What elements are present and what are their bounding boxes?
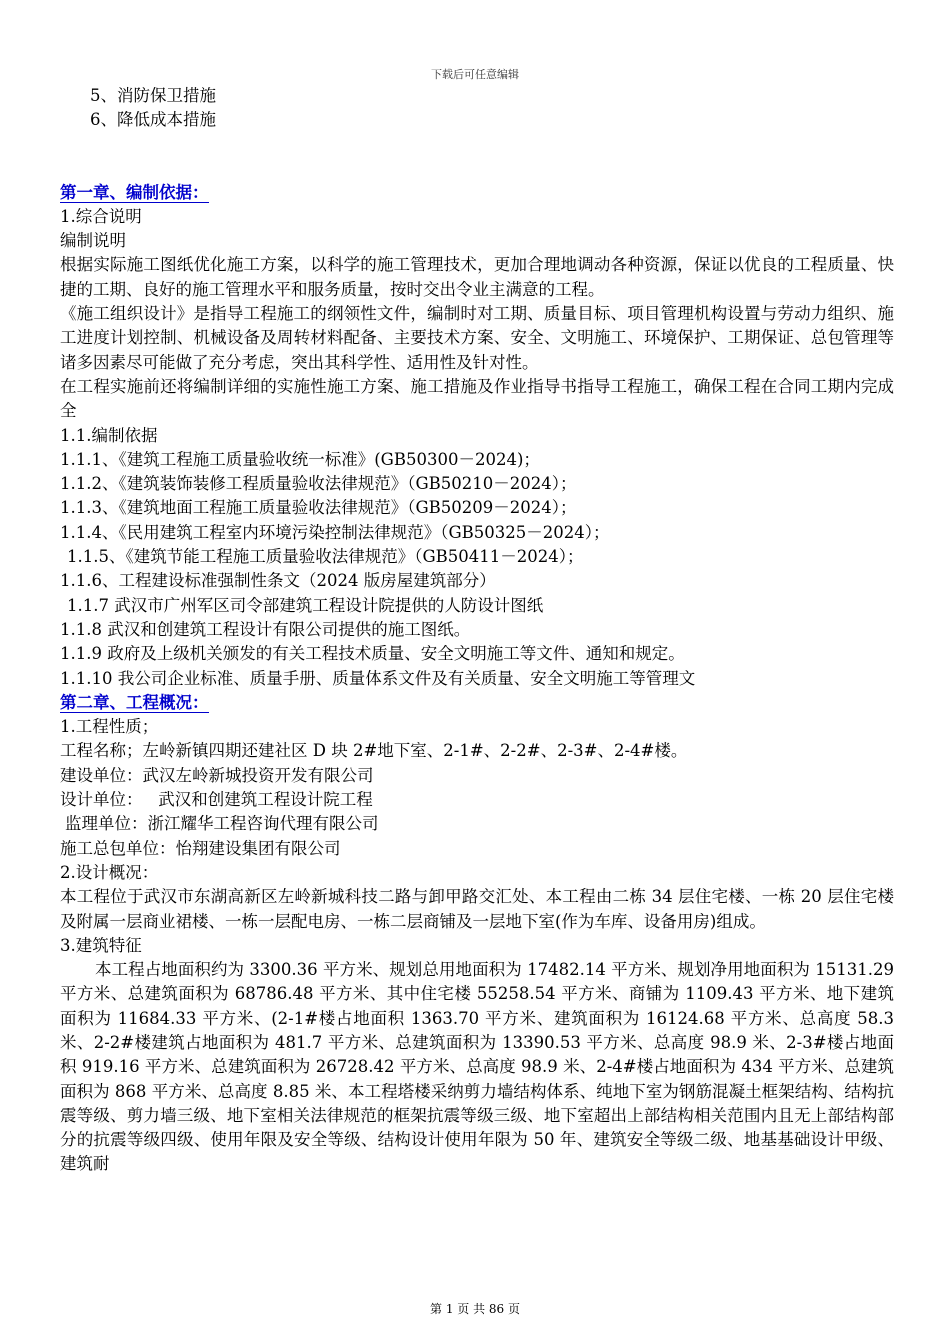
chapter-2-heading [60, 691, 894, 715]
list-item: 1.1.3、《建筑地面工程施工质量验收法律规范》（GB50209－2024）； [60, 498, 577, 518]
paragraph: 《施工组织设计》是指导工程施工的纲领性文件，编制时对工期、质量目标、项目管理机构设置与劳动力组织、施工进度计划控制、机械设备及周转材料配备、主要技术方案、安全、文明施工、环境保护、工期保证、总包管理等诸多因素尽可能做了充分考虑，突出其科学性、适用性及针对性。 [60, 304, 894, 372]
chapter-2-title: 第二章、工程概况： [60, 692, 209, 712]
section-heading: 2.设计概况： [60, 862, 159, 882]
page-header: 下载后可任意编辑 [431, 68, 519, 81]
section-heading: 1.1.编制依据 [60, 425, 158, 445]
section-subheading: 编制说明 [60, 231, 126, 251]
list-item: 1.1.6、工程建设标准强制性条文（2024 版房屋建筑部分） [60, 571, 496, 591]
paragraph: 根据实际施工图纸优化施工方案，以科学的施工管理技术，更加合理地调动各种资源，保证以优良的工程质量、快捷的工期、良好的施工管理水平和服务质量，按时交出令业主满意的工程。 [60, 255, 894, 299]
builder-unit: 建设单位：武汉左岭新城投资开发有限公司 [60, 765, 374, 785]
page-footer: 第 1 页 共 86 页 [430, 1302, 520, 1316]
page-content [60, 84, 894, 1177]
section-heading: 1.工程性质； [60, 717, 159, 737]
designer-unit: 设计单位： 武汉和创建筑工程设计院工程 [60, 790, 373, 810]
paragraph: 在工程实施前还将编制详细的实施性施工方案、施工措施及作业指导书指导工程施工，确保工程在合同工期内完成全 [60, 376, 894, 421]
list-item: 1.1.2、《建筑装饰装修工程质量验收法律规范》（GB50210－2024）； [60, 474, 577, 494]
list-item: 1.1.7 武汉市广州军区司令部建筑工程设计院提供的人防设计图纸 [67, 595, 544, 615]
chapter-1-title: 第一章、编制依据： [60, 182, 209, 202]
list-item: 1.1.10 我公司企业标准、质量手册、质量体系文件及有关质量、安全文明施工等管理文 [60, 668, 696, 688]
section-heading: 1.综合说明 [60, 206, 142, 226]
toc-item: 6、降低成本措施 [90, 110, 216, 130]
toc-item: 5、消防保卫措施 [90, 86, 216, 105]
spacer [60, 133, 894, 181]
paragraph: 本工程位于武汉市东湖高新区左岭新城科技二路与卸甲路交汇处、本工程由二栋 34 层住宅楼、一栋 20 层住宅楼及附属一层商业裙楼、一栋一层配电房、一栋二层商铺及一层地下室(作为车库、设备用房)组成。 [60, 887, 894, 931]
paragraph: 本工程占地面积约为 3300.36 平方米、规划总用地面积为 17482.14 平方米、规划净用地面积为 15131.29 平方米、总建筑面积为 68786.48 平方米、其中住宅楼 55258.54 平方米、商铺为 1109.43 平方米、地下建筑面积为 11684.33 平方米、(2-1#楼占地面积 1363.70 平方米、建筑面积为 16124.68 平方米、总高度 58.3 米、2-2#楼建筑占地面积为 481.7 平方米、总建筑面积为 13390.53 平方米、总高度 98.9 米、2-3#楼占地面积 919.16 平方米、总建筑面积为 26728.42 平方米、总高度 98.9 米、2-4#楼占地面积为 434 平方米、总建筑面积为 868 平方米、总高度 8.85 米、本工程塔楼采纳剪力墙结构体系、纯地下室为钢筋混凝土框架结构、结构抗震等级、剪力墙三级、地下室相关法律规范的框架抗震等级三级、地下室超出上部结构相关范围内且无上部结构部分的抗震等级四级、使用年限及安全等级、结构设计使用年限为 50 年、建筑安全等级二级、地基基础设计甲级、建筑耐 [60, 960, 894, 1174]
chapter-1-heading [60, 181, 894, 205]
section-heading: 3.建筑特征 [60, 935, 142, 955]
list-item: 1.1.9 政府及上级机关颁发的有关工程技术质量、安全文明施工等文件、通知和规定。 [60, 644, 685, 664]
supervisor-unit: 监理单位：浙江耀华工程咨询代理有限公司 [65, 814, 379, 834]
list-item: 1.1.4、《民用建筑工程室内环境污染控制法律规范》（GB50325－2024）； [60, 522, 610, 542]
list-item: 1.1.8 武汉和创建筑工程设计有限公司提供的施工图纸。 [60, 619, 471, 639]
list-item: 1.1.5、《建筑节能工程施工质量验收法律规范》（GB50411－2024）； [67, 547, 584, 567]
list-item: 1.1.1、《建筑工程施工质量验收统一标准》(GB50300－2024)； [60, 449, 540, 469]
project-name: 工程名称；左岭新镇四期还建社区 D 块 2#地下室、2-1#、2-2#、2-3#、2-4#楼。 [60, 741, 688, 761]
contractor-unit: 施工总包单位：怡翔建设集团有限公司 [60, 838, 341, 858]
